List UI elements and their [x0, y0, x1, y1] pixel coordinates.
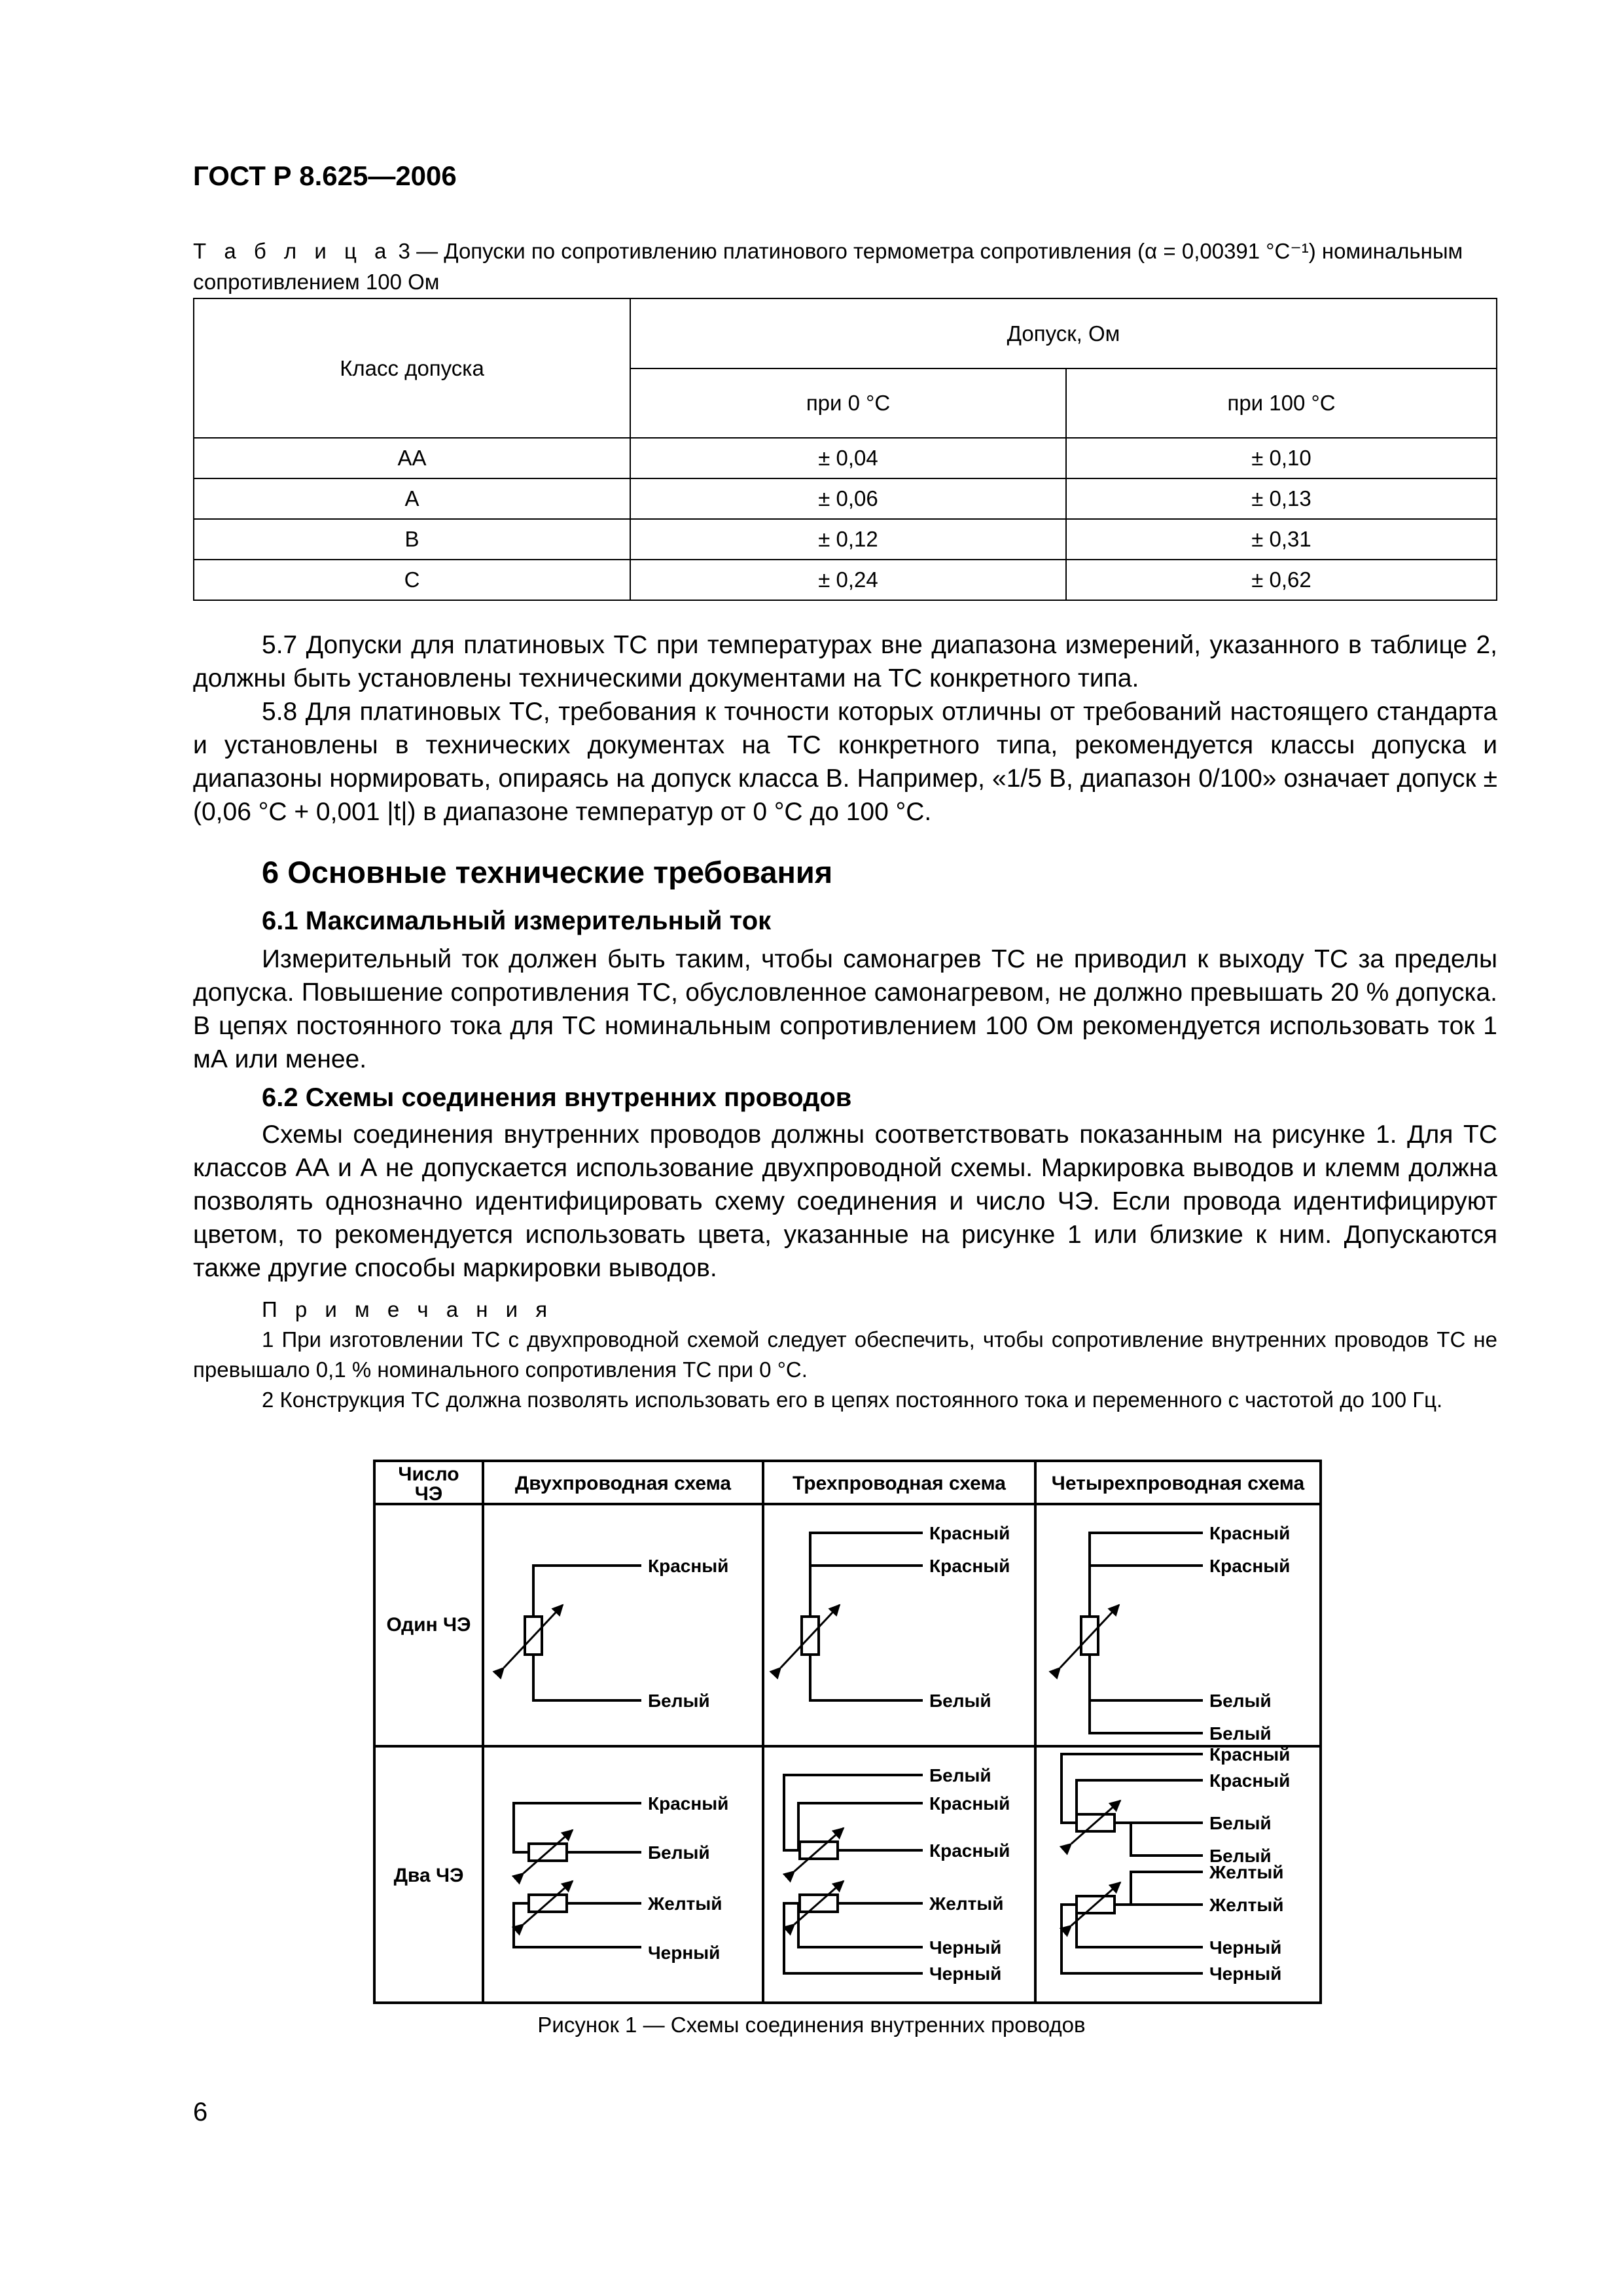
- header-three-wire: Трехпроводная схема: [793, 1473, 1006, 1494]
- paragraph-6-1: Измерительный ток должен быть таким, чтобы самонагрев ТС не приводил к выходу ТС за пределы допуска. Повышение сопротивления ТС, обусловленное самонагревом, не должно превышать 20 % допуска. В цепях постоянного тока для ТС номинальным сопротивлением 100 Ом рекомендуется использовать ток 1 мА или менее.: [193, 945, 1497, 1073]
- table-row: [194, 438, 1497, 478]
- four-wire-one-element: [1060, 1523, 1290, 1744]
- page-number: 6: [193, 2098, 208, 2126]
- paragraph-6-2: Схемы соединения внутренних проводов должны соответствовать показанным на рисунке 1. Для ТС классов АА и А не допускается использование двухпроводной схемы. Маркировка выводов и клемм должна позволять однозначно идентифицировать схему соединения и число ЧЭ. Если провода идентифицируют цветом, то рекомендуется использовать цвета, указанные на рисунке 1 или близкие к ним. Допускаются также другие способы маркировки выводов.: [193, 1121, 1497, 1282]
- wire-label: Красный: [1209, 1744, 1291, 1765]
- wire-label: Белый: [929, 1691, 991, 1711]
- two-wire-one-element: [504, 1556, 728, 1711]
- cell-tol-0: ± 0,04: [630, 438, 1066, 478]
- table-caption-label: Т а б л и ц а: [193, 239, 393, 263]
- wire-label: Красный: [929, 1840, 1010, 1861]
- cell-tol-100: ± 0,13: [1066, 478, 1497, 519]
- section-6-title: 6 Основные технические требования: [262, 855, 833, 889]
- table-row: [194, 478, 1497, 519]
- wire-label: Черный: [929, 1937, 1002, 1958]
- wire-label: Красный: [929, 1793, 1010, 1814]
- cell-tol-100: ± 0,31: [1066, 519, 1497, 560]
- cell-tol-0: ± 0,12: [630, 519, 1066, 560]
- header-class: Класс допуска: [194, 298, 630, 438]
- row-label-two: Два ЧЭ: [393, 1865, 464, 1886]
- wire-label: Белый: [1209, 1723, 1272, 1744]
- tolerance-table: [193, 298, 1497, 601]
- header-count-line1: Число: [398, 1463, 459, 1485]
- cell-tol-0: ± 0,06: [630, 478, 1066, 519]
- wiring-diagram: [373, 1460, 1322, 2004]
- notes-title: П р и м е ч а н и я: [262, 1297, 554, 1321]
- wire-label: Красный: [648, 1556, 729, 1576]
- wire-label: Желтый: [1209, 1862, 1284, 1882]
- wire-label: Черный: [1209, 1964, 1282, 1984]
- cell-class: С: [194, 560, 630, 600]
- header-two-wire: Двухпроводная схема: [514, 1473, 732, 1494]
- header-at-0: при 0 °С: [630, 368, 1066, 438]
- wire-label: Белый: [648, 1842, 710, 1863]
- document-id: ГОСТ Р 8.625—2006: [193, 160, 457, 191]
- wire-label: Желтый: [648, 1893, 722, 1914]
- cell-class: А: [194, 478, 630, 519]
- wire-label: Красный: [1209, 1523, 1291, 1543]
- wire-label: Белый: [929, 1765, 991, 1785]
- three-wire-one-element: [781, 1523, 1010, 1711]
- wire-label: Черный: [1209, 1937, 1282, 1958]
- note-2: 2 Конструкция ТС должна позволять использовать его в цепях постоянного тока и переменного с частотой до 100 Гц.: [262, 1388, 1443, 1412]
- cell-class: В: [194, 519, 630, 560]
- figure-caption: Рисунок 1 — Схемы соединения внутренних проводов: [537, 2013, 1086, 2037]
- cell-class: АА: [194, 438, 630, 478]
- wire-label: Белый: [1209, 1813, 1272, 1833]
- wire-label: Белый: [1209, 1691, 1272, 1711]
- four-wire-two-elements: [1061, 1744, 1290, 1984]
- table-row: [194, 519, 1497, 560]
- wire-label: Красный: [648, 1793, 729, 1814]
- section-6-1-title: 6.1 Максимальный измерительный ток: [262, 906, 772, 935]
- paragraph-5-8: 5.8 Для платиновых ТС, требования к точности которых отличны от требований настоящего стандарта и установлены в технических документах на ТС конкретного типа, рекомендуется классы допуска и диапазоны нормировать, опираясь на допуск класса В. Например, «1/5 В, диапазон 0/100» означает допуск ± (0,06 °С + 0,001 |t|) в диапазоне температур от 0 °С до 100 °С.: [193, 698, 1497, 826]
- cell-tol-100: ± 0,10: [1066, 438, 1497, 478]
- wire-label: Черный: [929, 1964, 1002, 1984]
- header-tolerance: Допуск, Ом: [630, 298, 1497, 368]
- section-6-2-body: [193, 1118, 1497, 1285]
- cell-tol-0: ± 0,24: [630, 560, 1066, 600]
- table-row: [194, 560, 1497, 600]
- wire-label: Красный: [1209, 1556, 1291, 1576]
- table-caption: [193, 236, 1499, 297]
- paragraphs-5: [193, 628, 1497, 829]
- section-6-1-body: [193, 942, 1497, 1076]
- header-count-line2: ЧЭ: [414, 1483, 443, 1505]
- wire-label: Красный: [929, 1556, 1010, 1576]
- cell-tol-100: ± 0,62: [1066, 560, 1497, 600]
- table-caption-text: 3 — Допуски по сопротивлению платинового термометра сопротивления (α = 0,00391 °С⁻¹) номинальным сопротивлением 100 Ом: [193, 239, 1463, 294]
- paragraph-5-7: 5.7 Допуски для платиновых ТС при температурах вне диапазона измерений, указанного в таблице 2, должны быть установлены техническими документами на ТС конкретного типа.: [193, 631, 1497, 692]
- row-label-one: Один ЧЭ: [386, 1614, 471, 1636]
- header-four-wire: Четырехпроводная схема: [1051, 1473, 1305, 1494]
- section-6-2-title: 6.2 Схемы соединения внутренних проводов: [262, 1083, 852, 1112]
- notes: [193, 1295, 1497, 1415]
- wire-label: Белый: [1209, 1846, 1272, 1866]
- note-1: 1 При изготовлении ТС с двухпроводной схемой следует обеспечить, чтобы сопротивление внутренних проводов ТС не превышало 0,1 % номинального сопротивления ТС при 0 °С.: [193, 1327, 1497, 1382]
- wire-label: Желтый: [929, 1893, 1004, 1914]
- header-at-100: при 100 °С: [1066, 368, 1497, 438]
- wire-label: Красный: [1209, 1770, 1291, 1791]
- wire-label: Красный: [929, 1523, 1010, 1543]
- wire-label: Желтый: [1209, 1895, 1284, 1915]
- two-wire-two-elements: [514, 1793, 728, 1963]
- wire-label: Черный: [648, 1943, 721, 1963]
- wire-label: Белый: [648, 1691, 710, 1711]
- three-wire-two-elements: [784, 1765, 1010, 1984]
